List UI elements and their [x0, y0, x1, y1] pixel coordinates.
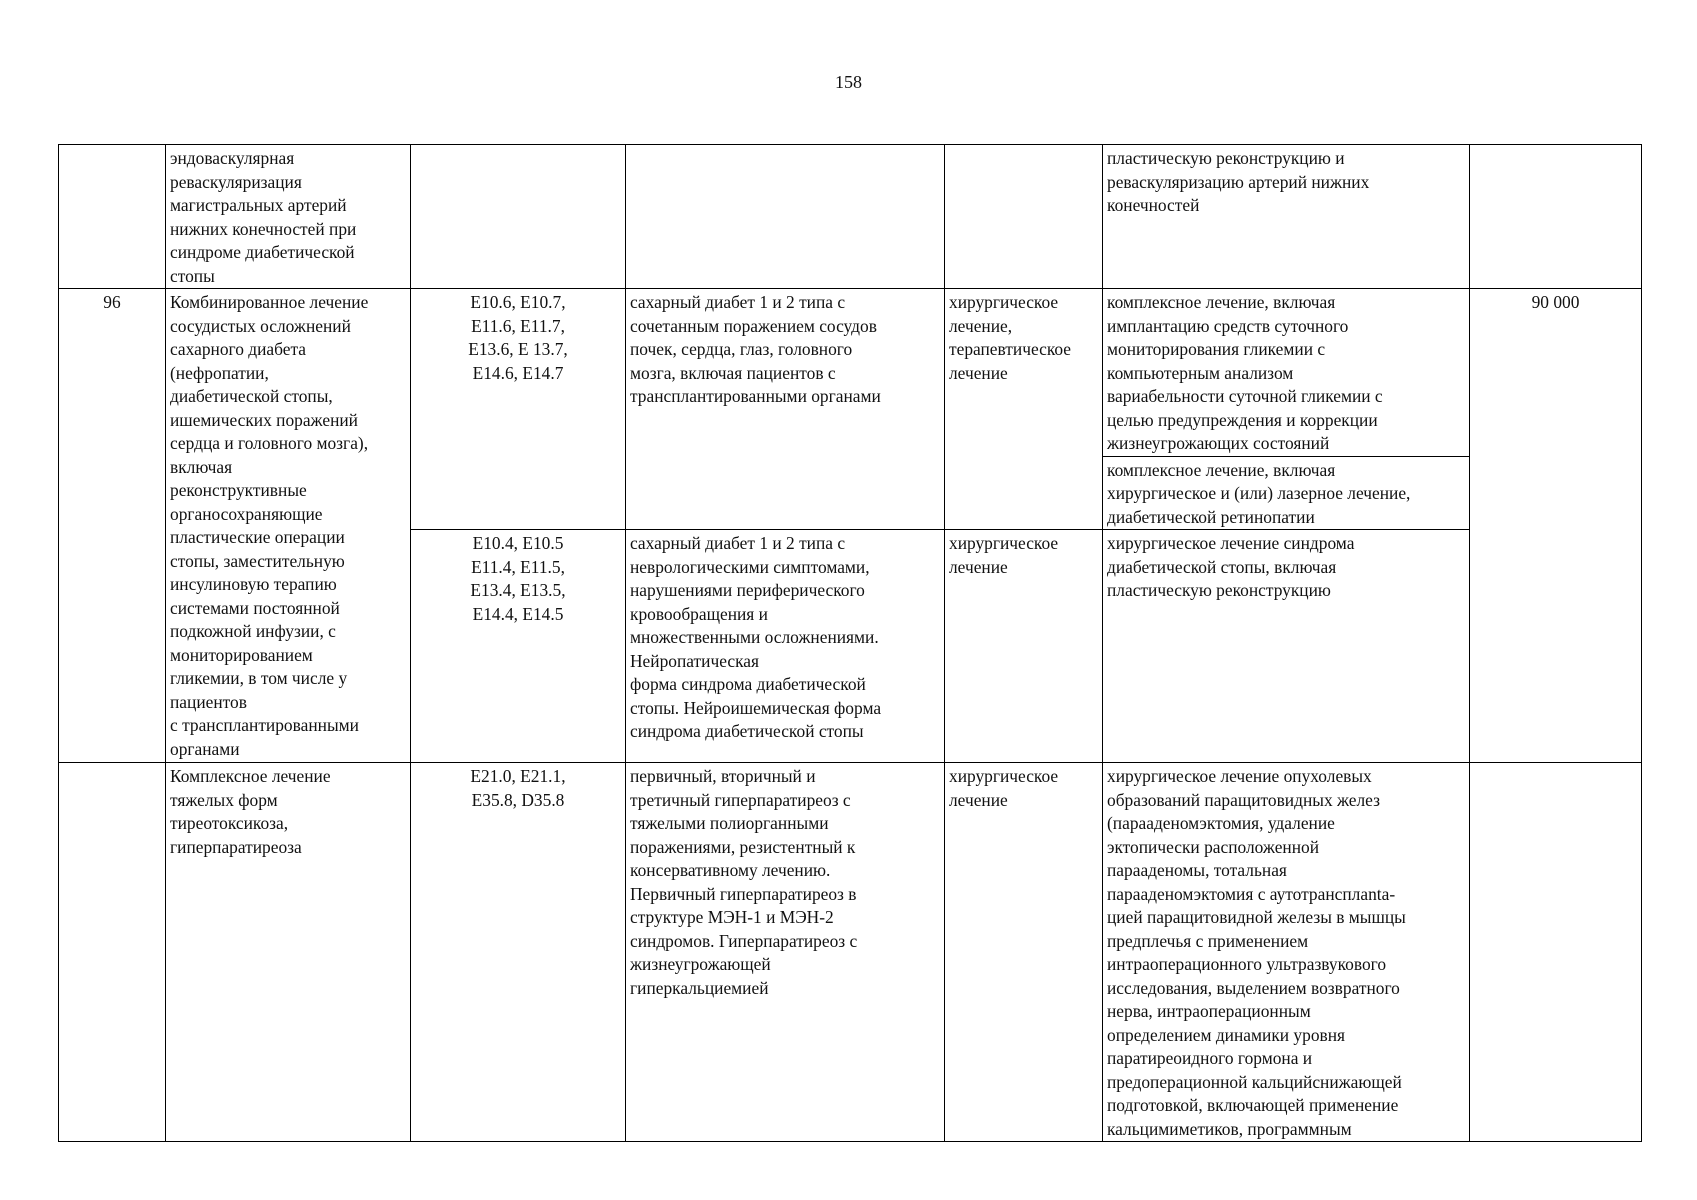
treatment-method-text: комплексное лечение, включая имплантацию средств суточного мониторирования гликемии с компьютерным анализом вариабельности суточной гликемии с целью предупреждения и коррекции жизнеугрожающих состояний — [1107, 292, 1383, 453]
treatment-method-cell — [1103, 456, 1470, 530]
row-number-cell — [59, 145, 166, 289]
table-row-continuation — [59, 145, 1642, 289]
treatment-type-cell — [945, 289, 1103, 530]
patient-model-cell — [626, 289, 945, 530]
row-number-cell — [59, 763, 166, 1142]
treatment-name-text: Комплексное лечение тяжелых форм тиреотоксикоза, гиперпаратиреоза — [170, 766, 331, 857]
table-row-96a — [59, 289, 1642, 457]
treatment-name-cell — [166, 289, 411, 763]
patient-model-text: сахарный диабет 1 и 2 типа с сочетанным поражением сосудов почек, сердца, глаз, головного мозга, включая пациентов с трансплантированными органами — [630, 292, 881, 406]
treatment-method-text: хирургическое лечение синдрома диабетической стопы, включая пластическую реконструкцию — [1107, 533, 1355, 600]
treatment-type-text: хирургическое лечение — [949, 766, 1059, 810]
cost-cell — [1470, 289, 1642, 763]
treatment-name-text: эндоваскулярная реваскуляризация магистральных артерий нижних конечностей при синдроме диабетической стопы — [170, 148, 357, 286]
treatment-method-text: хирургическое лечение опухолевых образований паращитовидных желез (парааденомэктомия, удаление эктопически расположенной парааденомы, тотальная парааденомэктомия с аутотрансплanta- цией паращитовидной железы в мышцы предплечья с применением интраоперационного ультразвукового исследования, выделением возвратного нерва, интраоперационным определением динамики уровня паратиреоидного гормона и предоперационной кальцийснижающей подготовкой, включающей применение кальцимиметиков, программным — [1107, 766, 1406, 1139]
row-number-text: 96 — [103, 292, 121, 312]
treatment-name-text: Комбинированное лечение сосудистых осложнений сахарного диабета (нефропатии, диабетической стопы, ишемических поражений сердца и головного мозга), включая реконструктивные органосохраняющие пластические операции стопы, заместительную инсулиновую терапию системами постоянной подкожной инфузии, с мониторированием гликемии, в том числе у пациентов с трансплантированными органами — [170, 292, 369, 759]
treatment-type-text: хирургическое лечение, терапевтическое лечение — [949, 292, 1072, 383]
icd-codes-cell — [411, 145, 626, 289]
patient-model-text: первичный, вторичный и третичный гиперпаратиреоз с тяжелыми полиорганными поражениями, резистентный к консервативному лечению. Первичный гиперпаратиреоз в структуре МЭН-1 и МЭН-2 синдромов. Гиперпаратиреоз с жизнеугрожающей гиперкальциемией — [630, 766, 858, 998]
treatment-method-cell — [1103, 145, 1470, 289]
treatment-method-cell — [1103, 530, 1470, 763]
treatment-method-text: комплексное лечение, включая хирургическое и (или) лазерное лечение, диабетической ретинопатии — [1107, 459, 1411, 527]
patient-model-cell — [626, 145, 945, 289]
row-number-cell — [59, 289, 166, 763]
icd-codes-text: E21.0, E21.1, E35.8, D35.8 — [470, 766, 566, 810]
patient-model-cell — [626, 763, 945, 1142]
treatment-type-cell — [945, 145, 1103, 289]
cost-cell — [1470, 763, 1642, 1142]
icd-codes-text: E10.6, E10.7, E11.6, E11.7, E13.6, E 13.7, E14.6, E14.7 — [468, 292, 568, 383]
cost-cell — [1470, 145, 1642, 289]
treatment-name-cell — [166, 763, 411, 1142]
treatment-type-cell — [945, 763, 1103, 1142]
treatment-type-text: хирургическое лечение — [949, 533, 1059, 577]
icd-codes-text: E10.4, E10.5 E11.4, E11.5, E13.4, E13.5, E14.4, E14.5 — [470, 533, 566, 624]
medical-care-table — [58, 144, 1642, 1142]
icd-codes-cell — [411, 289, 626, 530]
treatment-method-text: пластическую реконструкцию и реваскуляризацию артерий нижних конечностей — [1107, 148, 1370, 215]
patient-model-cell — [626, 530, 945, 763]
icd-codes-cell — [411, 530, 626, 763]
treatment-method-cell — [1103, 289, 1470, 457]
treatment-type-cell — [945, 530, 1103, 763]
icd-codes-cell — [411, 763, 626, 1142]
treatment-name-cell — [166, 145, 411, 289]
patient-model-text: сахарный диабет 1 и 2 типа с неврологическими симптомами, нарушениями периферического кровообращения и множественными осложнениями. Нейропатическая форма синдрома диабетической стопы. Нейроишемическая форма синдрома диабетической стопы — [630, 533, 882, 741]
treatment-method-cell — [1103, 763, 1470, 1142]
page-number: 158 — [835, 72, 862, 92]
cost-text: 90 000 — [1531, 292, 1580, 312]
table-row-next — [59, 763, 1642, 1142]
